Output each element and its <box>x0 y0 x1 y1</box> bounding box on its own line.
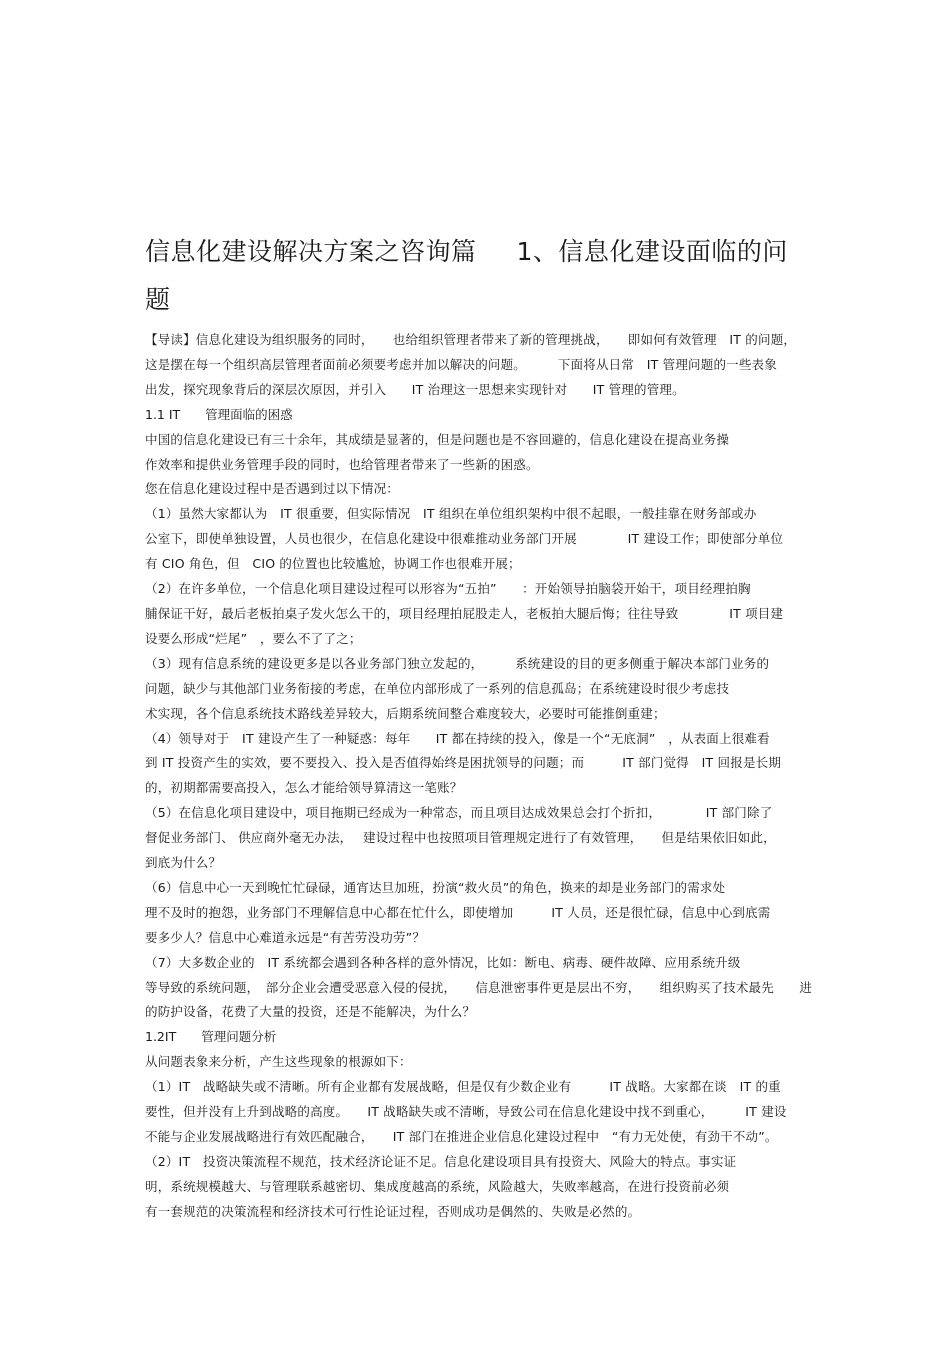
title-section: 1、信息化建设面临的问 <box>516 237 788 266</box>
paragraph-line: 作效率和提供业务管理手段的同时，也给管理者带来了一些新的困惑。 <box>145 456 539 472</box>
paragraph-line: 理不及时的抱怨，业务部门不理解信息中心都在忙什么，即使增加 IT 人员，还是很忙碌，信息中心到底需 <box>145 904 771 920</box>
paragraph-line: 设要么形成“烂尾” ，要么不了了之； <box>145 630 362 646</box>
paragraph-line: 的防护设备，花费了大量的投资，还是不能解决，为什么？ <box>145 1004 476 1020</box>
paragraph-line: 出发，探究现象背后的深层次原因，并引入 IT 治理这一思想来实现针对 IT 管理的管理。 <box>145 381 685 397</box>
paragraph-line: （4）领导对于 IT 建设产生了一种疑惑：每年 IT 都在持续的投入，像是一个“无底洞” ，从表面上很难看 <box>145 730 770 746</box>
paragraph-line: （2）IT 投资决策流程不规范，技术经济论证不足。信息化建设项目具有投资大、风险大的特点。事实证 <box>145 1153 737 1169</box>
paragraph-line: 脯保证干好，最后老板拍桌子发火怎么干的，项目经理拍屁股走人，老板拍大腿后悔；往往导致 IT 项目建 <box>145 605 784 621</box>
title-continuation: 题 <box>145 285 171 314</box>
paragraph-line: 中国的信息化建设已有三十余年，其成绩是显著的，但是问题也是不容回避的，信息化建设在提高业务操 <box>145 431 730 447</box>
paragraph-line: 这是摆在每一个组织高层管理者面前必须要考虑并加以解决的问题。 下面将从日常 IT 管理问题的一些表象 <box>145 356 777 372</box>
paragraph-line: 有一套规范的决策流程和经济技术可行性论证过程，否则成功是偶然的、失败是必然的。 <box>145 1203 641 1219</box>
paragraph-line: 督促业务部门、 供应商外毫无办法， 建设过程中也按照项目管理规定进行了有效管理， 但是结果依旧如此， <box>145 830 776 846</box>
paragraph-line: 从问题表象来分析，产生这些现象的根源如下： <box>145 1054 412 1070</box>
paragraph-line: 公室下，即使单独设置，人员也很少，在信息化建设中很难推动业务部门开展 IT 建设工作；即使部分单位 <box>145 531 784 547</box>
paragraph-line: （1）IT 战略缺失或不清晰。所有企业都有发展战略，但是仅有少数企业有 IT 战略。大家都在谈 IT 的重 <box>145 1079 781 1095</box>
paragraph-line: （5）在信息化项目建设中，项目拖期已经成为一种常态，而且项目达成效果总会打个折扣， IT 部门除了 <box>145 805 773 821</box>
paragraph-line: （7）大多数企业的 IT 系统都会遇到各种各样的意外情况，比如：断电、病毒、硬件故障、应用系统升级 <box>145 954 741 970</box>
section-heading: 1.2IT 管理问题分析 <box>145 1029 277 1045</box>
paragraph-line: 的，初期都需要高投入，怎么才能给领导算清这一笔账？ <box>145 780 463 796</box>
paragraph-line: 您在信息化建设过程中是否遇到过以下情况： <box>145 481 400 497</box>
paragraph-line: 术实现，各个信息系统技术路线差异较大，后期系统间整合难度较大，必要时可能推倒重建； <box>145 705 666 721</box>
document-body <box>145 228 813 1225</box>
document-text <box>145 328 813 1225</box>
paragraph-line: 到 IT 投资产生的实效，要不要投入、投入是否值得始终是困扰领导的问题；而 IT 部门觉得 IT 回报是长期 <box>145 755 782 771</box>
paragraph-line: 等导致的系统问题， 部分企业会遭受恶意入侵的侵扰， 信息泄密事件更是层出不穷， 组织购买了技术最先 进 <box>145 979 813 995</box>
paragraph-line: （6）信息中心一天到晚忙忙碌碌，通宵达旦加班，扮演“救火员”的角色，换来的却是业务部门的需求处 <box>145 879 726 895</box>
section-heading: 1.1 IT 管理面临的困惑 <box>145 406 293 422</box>
document-title <box>145 228 813 324</box>
paragraph-line: 不能与企业发展战略进行有效匹配融合， IT 部门在推进企业信息化建设过程中 “有力无处使，有劲干不动”。 <box>145 1129 778 1144</box>
paragraph-line: 到底为什么？ <box>145 855 222 871</box>
title-main: 信息化建设解决方案之咨询篇 <box>145 237 477 266</box>
paragraph-line: （1）虽然大家都认为 IT 很重要，但实际情况 IT 组织在单位组织架构中很不起眼，一般挂靠在财务部或办 <box>145 506 757 522</box>
paragraph-line: 问题，缺少与其他部门业务衔接的考虑，在单位内部形成了一系列的信息孤岛；在系统建设时很少考虑技 <box>145 680 730 696</box>
paragraph-line: 要性，但并没有上升到战略的高度。 IT 战略缺失或不清晰，导致公司在信息化建设中找不到重心， IT 建设 <box>145 1104 787 1120</box>
paragraph-line: 【导读】信息化建设为组织服务的同时， 也给组织管理者带来了新的管理挑战， 即如何有效管理 IT 的问题， <box>145 332 797 347</box>
paragraph-line: 明，系统规模越大、与管理联系越密切、集成度越高的系统，风险越大，失败率越高，在进行投资前必须 <box>145 1178 730 1194</box>
paragraph-line: 有 CIO 角色，但 CIO 的位置也比较尴尬，协调工作也很难开展； <box>145 556 521 572</box>
paragraph-line: （2）在许多单位，一个信息化项目建设过程可以形容为“五拍” ：开始领导拍脑袋开始干，项目经理拍胸 <box>145 581 751 597</box>
paragraph-line: 要多少人？信息中心难道永远是“有苦劳没功劳”？ <box>145 929 426 945</box>
paragraph-line: （3）现有信息系统的建设更多是以各业务部门独立发起的， 系统建设的目的更多侧重于解决本部门业务的 <box>145 655 770 671</box>
